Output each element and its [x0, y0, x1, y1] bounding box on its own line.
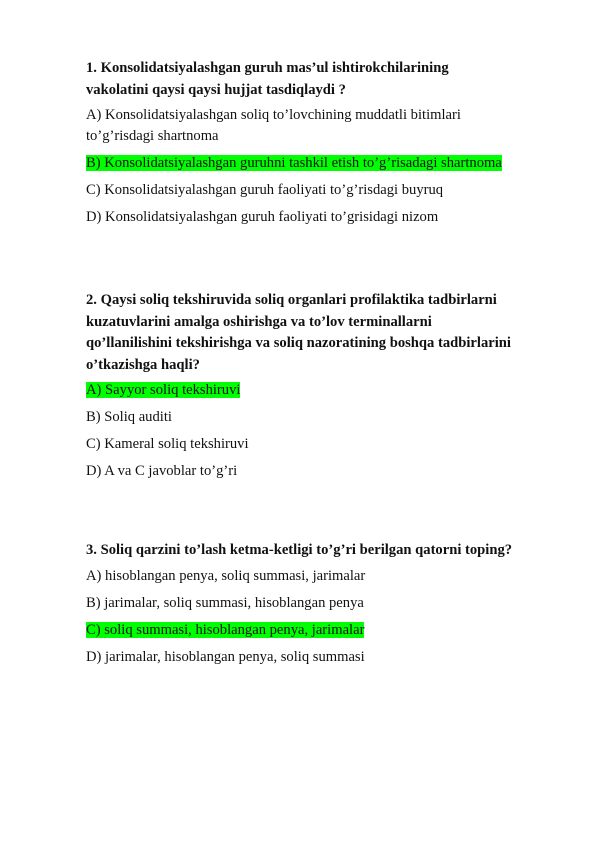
option-line: D) jarimalar, hisoblangan penya, soliq summasi [86, 648, 365, 665]
option-c [86, 434, 566, 455]
question-block-2 [86, 290, 566, 482]
option-line: A) Konsolidatsiyalashgan soliq to’lovchining muddatli bitimlari [86, 107, 461, 123]
document-page [86, 58, 566, 674]
option-a [86, 105, 566, 147]
question-text-1 [86, 58, 566, 101]
option-a [86, 380, 566, 401]
question-line: 1. Konsolidatsiyalashgan guruh mas’ul ishtirokchilarining [86, 60, 449, 76]
option-b [86, 407, 566, 428]
question-block-3 [86, 540, 566, 668]
option-line: C) Konsolidatsiyalashgan guruh faoliyati to’g’risdagi buyruq [86, 182, 444, 198]
option-line: D) Konsolidatsiyalashgan guruh faoliyati to’grisidagi nizom [86, 209, 439, 225]
option-line: A) hisoblangan penya, soliq summasi, jarimalar [86, 567, 366, 584]
option-c [86, 180, 566, 201]
option-d [86, 207, 566, 228]
question-line: 3. Soliq qarzini to’lash ketma-ketligi to’g’ri berilgan qatorni toping? [86, 542, 513, 558]
question-line: vakolatini qaysi qaysi hujjat tasdiqlaydi ? [86, 81, 346, 98]
question-block-1 [86, 58, 566, 228]
option-b [86, 153, 566, 174]
option-d [86, 461, 566, 482]
option-line: C) Kameral soliq tekshiruvi [86, 436, 249, 452]
question-line: qo’llanilishini tekshirishga va soliq nazoratining boshqa tadbirlarini [86, 335, 511, 351]
option-line: B) jarimalar, soliq summasi, hisoblangan penya [86, 594, 364, 611]
correct-answer-highlight: A) Sayyor soliq tekshiruvi [86, 382, 241, 398]
option-b [86, 593, 566, 614]
question-text-2 [86, 290, 566, 376]
question-line: o’tkazishga haqli? [86, 356, 200, 373]
option-d [86, 647, 566, 668]
question-line: 2. Qaysi soliq tekshiruvida soliq organlari profilaktika tadbirlarni [86, 292, 497, 308]
option-line: D) A va C javoblar to’g’ri [86, 463, 238, 479]
question-line: kuzatuvlarini amalga oshirishga va to’lov terminallarni [86, 313, 432, 330]
option-a [86, 566, 566, 587]
option-c [86, 620, 566, 641]
option-line: B) Soliq auditi [86, 409, 172, 425]
correct-answer-highlight: B) Konsolidatsiyalashgan guruhni tashkil etish to’g’risadagi shartnoma [86, 155, 502, 171]
option-line: to’g’risdagi shartnoma [86, 128, 219, 144]
question-text-3 [86, 540, 566, 562]
correct-answer-highlight: C) soliq summasi, hisoblangan penya, jarimalar [86, 621, 365, 638]
